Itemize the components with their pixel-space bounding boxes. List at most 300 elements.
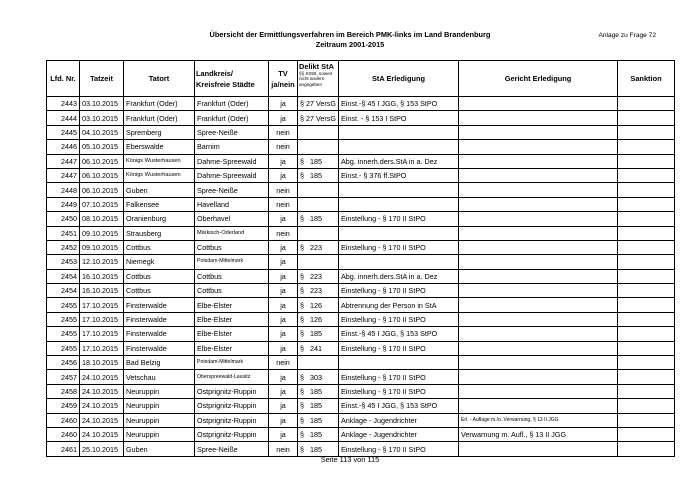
cell-district: Elbe-Elster xyxy=(195,327,269,341)
cell-nr: 2449 xyxy=(47,197,80,211)
cell-place: Neuruppin xyxy=(124,399,195,413)
page-number: Seite 113 von 115 xyxy=(320,455,380,464)
cell-delikt xyxy=(298,284,339,298)
cell-place: Frankfurt (Oder) xyxy=(124,111,195,125)
cell-sanktion xyxy=(618,341,675,355)
cell-date: 08.10.2015 xyxy=(80,212,124,226)
cell-district: Spree-Neiße xyxy=(195,442,269,456)
cell-delikt xyxy=(298,226,339,240)
cell-delikt-code: 223 xyxy=(310,271,322,281)
col-header-tatzeit: Tatzeit xyxy=(80,61,124,97)
cell-nr: 2447 xyxy=(47,154,80,168)
cell-delikt-code: 185 xyxy=(310,171,322,181)
cell-place: Bad Belzig xyxy=(124,356,195,370)
cell-delikt xyxy=(298,212,339,226)
cell-date: 06.10.2015 xyxy=(80,168,124,182)
table-row xyxy=(47,312,675,326)
cell-nr: 2458 xyxy=(47,384,80,398)
cell-sta xyxy=(339,197,459,211)
cell-delikt xyxy=(298,111,339,125)
cell-delikt-code: 185 xyxy=(310,214,322,224)
cell-delikt xyxy=(298,341,339,355)
cell-tv: ja xyxy=(269,97,298,111)
cell-gericht xyxy=(459,197,618,211)
cell-delikt-code: 185 xyxy=(310,430,322,440)
cell-tv: nein xyxy=(269,197,298,211)
col-header-landkreis-line2: Kreisfreie Städte xyxy=(196,79,255,89)
report-title-block xyxy=(0,30,700,49)
table-row xyxy=(47,168,675,182)
cell-district: Ostprignitz-Ruppin xyxy=(195,399,269,413)
cell-paragraph: § xyxy=(300,156,304,166)
cell-tv: ja xyxy=(269,212,298,226)
cell-paragraph: § xyxy=(300,271,304,281)
cell-tv: ja xyxy=(269,255,298,269)
cell-date: 12.10.2015 xyxy=(80,255,124,269)
cell-sta: Einstellung - § 170 II StPO xyxy=(339,312,459,326)
cell-nr: 2459 xyxy=(47,399,80,413)
cell-tv: ja xyxy=(269,384,298,398)
cell-date: 24.10.2015 xyxy=(80,384,124,398)
table-row xyxy=(47,341,675,355)
cell-district: Spree-Neiße xyxy=(195,125,269,139)
cell-sta xyxy=(339,140,459,154)
cell-place: Finsterwalde xyxy=(124,298,195,312)
cell-place: Falkensee xyxy=(124,197,195,211)
cell-gericht xyxy=(459,140,618,154)
cell-sanktion xyxy=(618,125,675,139)
cell-gericht xyxy=(459,240,618,254)
cell-sta: Anklage - Jugendrichter xyxy=(339,413,459,427)
cell-place: Neuruppin xyxy=(124,413,195,427)
cell-delikt-code: 27 VersG xyxy=(306,99,336,109)
cell-sta xyxy=(339,125,459,139)
cell-sanktion xyxy=(618,168,675,182)
col-header-landkreis-line1: Landkreis/ xyxy=(196,68,233,78)
table-row xyxy=(47,384,675,398)
cell-paragraph: § xyxy=(300,171,304,181)
cell-sanktion xyxy=(618,356,675,370)
cell-gericht xyxy=(459,183,618,197)
cell-nr: 2454 xyxy=(47,284,80,298)
cell-sta: Einstellung - § 170 II StPO xyxy=(339,341,459,355)
cell-tv: ja xyxy=(269,168,298,182)
report-title: Übersicht der Ermittlungsverfahren im Bereich PMK-links im Land Brandenburg xyxy=(209,30,491,39)
cell-tv: ja xyxy=(269,327,298,341)
cell-paragraph: § xyxy=(300,243,304,253)
col-header-delikt-sub3: angegeben xyxy=(299,81,322,87)
cell-tv: ja xyxy=(269,154,298,168)
cell-delikt-code: 223 xyxy=(310,243,322,253)
cell-tv: nein xyxy=(269,442,298,456)
cell-sanktion xyxy=(618,370,675,384)
cell-place: Strausberg xyxy=(124,226,195,240)
cell-paragraph: § xyxy=(300,387,304,396)
cell-gericht xyxy=(459,284,618,298)
cell-sanktion xyxy=(618,399,675,413)
cell-delikt-code: 126 xyxy=(310,315,322,325)
cell-date: 05.10.2015 xyxy=(80,140,124,154)
col-header-sanktion: Sanktion xyxy=(618,61,675,97)
cell-sanktion xyxy=(618,154,675,168)
col-header-landkreis xyxy=(195,61,269,97)
col-header-delikt-title: Delikt StA xyxy=(299,62,334,71)
cell-gericht xyxy=(459,97,618,111)
table-header-row xyxy=(47,61,675,97)
table-row xyxy=(47,399,675,413)
cell-district: Dahme-Spreewald xyxy=(195,168,269,182)
table-row xyxy=(47,212,675,226)
cell-gericht xyxy=(459,298,618,312)
cell-district: Elbe-Elster xyxy=(195,312,269,326)
annex-label: Anlage zu Frage 72 xyxy=(598,32,656,39)
cell-delikt xyxy=(298,240,339,254)
table-row xyxy=(47,240,675,254)
cell-tv: nein xyxy=(269,226,298,240)
cell-delikt-code: 185 xyxy=(310,444,322,454)
cell-gericht xyxy=(459,269,618,283)
cell-tv: ja xyxy=(269,427,298,441)
cell-sta: Abg. innerh.ders.StA in a. Dez xyxy=(339,154,459,168)
cell-place: Cottbus xyxy=(124,240,195,254)
cell-place: Spremberg xyxy=(124,125,195,139)
cell-place: Frankfurt (Oder) xyxy=(124,97,195,111)
cell-place: Königs Wusterhausen xyxy=(124,168,195,182)
cell-gericht xyxy=(459,341,618,355)
cell-tv: nein xyxy=(269,356,298,370)
cell-delikt xyxy=(298,312,339,326)
cell-place: Cottbus xyxy=(124,284,195,298)
cell-sta: Einst.-§ 45 I JGG, § 153 StPO xyxy=(339,327,459,341)
cell-nr: 2444 xyxy=(47,111,80,125)
cell-sta: Einst.-§ 45 I JGG, § 153 StPO xyxy=(339,399,459,413)
cell-sanktion xyxy=(618,212,675,226)
cell-date: 09.10.2015 xyxy=(80,226,124,240)
cell-gericht xyxy=(459,111,618,125)
cell-date: 17.10.2015 xyxy=(80,298,124,312)
cell-sanktion xyxy=(618,226,675,240)
cell-paragraph: § xyxy=(300,401,304,411)
cell-district: Frankfurt (Oder) xyxy=(195,97,269,111)
cell-sanktion xyxy=(618,298,675,312)
cell-gericht xyxy=(459,399,618,413)
cell-gericht xyxy=(459,154,618,168)
cell-delikt xyxy=(298,413,339,427)
cell-delikt-code: 185 xyxy=(310,329,322,339)
cell-date: 18.10.2015 xyxy=(80,356,124,370)
table-row xyxy=(47,356,675,370)
cell-sta xyxy=(339,255,459,269)
cell-nr: 2450 xyxy=(47,212,80,226)
cell-tv: ja xyxy=(269,413,298,427)
table-row xyxy=(47,97,675,111)
cell-delikt xyxy=(298,384,339,398)
cell-district: Märkisch-Oderland xyxy=(195,226,269,240)
cell-delikt xyxy=(298,399,339,413)
cell-paragraph: § xyxy=(300,214,304,224)
cell-delikt-code: 27 VersG xyxy=(306,113,336,123)
cell-district: Cottbus xyxy=(195,284,269,298)
cell-place: Finsterwalde xyxy=(124,312,195,326)
cell-sta xyxy=(339,183,459,197)
cell-delikt-code: 185 xyxy=(310,387,322,396)
cell-district: Ostprignitz-Ruppin xyxy=(195,384,269,398)
cell-gericht xyxy=(459,327,618,341)
cell-gericht: Verwarnung m. Aufl., § 13 II JGG xyxy=(459,427,618,441)
cell-gericht xyxy=(459,356,618,370)
cell-nr: 2455 xyxy=(47,327,80,341)
cell-district: Frankfurt (Oder) xyxy=(195,111,269,125)
table-row xyxy=(47,284,675,298)
cell-delikt xyxy=(298,140,339,154)
cell-tv: nein xyxy=(269,125,298,139)
table-row xyxy=(47,140,675,154)
cell-paragraph: § xyxy=(300,300,304,310)
cell-sanktion xyxy=(618,384,675,398)
cell-tv: ja xyxy=(269,312,298,326)
cell-nr: 2457 xyxy=(47,370,80,384)
cell-date: 24.10.2015 xyxy=(80,399,124,413)
cell-gericht: Erl. - Auflage m./o. Verwarnung, § 13 II JGG xyxy=(459,413,618,427)
cell-gericht xyxy=(459,226,618,240)
cell-place: Finsterwalde xyxy=(124,341,195,355)
cell-district: Barnim xyxy=(195,140,269,154)
cell-delikt xyxy=(298,154,339,168)
cell-delikt-code: 223 xyxy=(310,286,322,296)
col-header-tv-line1: TV xyxy=(278,68,288,78)
cell-paragraph: § xyxy=(300,329,304,339)
cell-delikt-code: 185 xyxy=(310,156,322,166)
cell-delikt xyxy=(298,370,339,384)
cell-sanktion xyxy=(618,240,675,254)
cell-nr: 2460 xyxy=(47,413,80,427)
col-header-sta: StA Erledigung xyxy=(339,61,459,97)
col-header-gericht: Gericht Erledigung xyxy=(459,61,618,97)
cell-sanktion xyxy=(618,269,675,283)
cell-sanktion xyxy=(618,197,675,211)
cell-district: Spree-Neiße xyxy=(195,183,269,197)
cell-district: Cottbus xyxy=(195,269,269,283)
cell-sta xyxy=(339,226,459,240)
cell-sta: Einstellung - § 170 II StPO xyxy=(339,384,459,398)
cell-district: Havelland xyxy=(195,197,269,211)
cell-tv: nein xyxy=(269,140,298,154)
cell-tv: ja xyxy=(269,240,298,254)
cell-sanktion xyxy=(618,413,675,427)
cell-date: 24.10.2015 xyxy=(80,413,124,427)
table-row xyxy=(47,197,675,211)
cell-tv: ja xyxy=(269,399,298,413)
table-row xyxy=(47,255,675,269)
cell-tv: ja xyxy=(269,298,298,312)
cell-nr: 2454 xyxy=(47,269,80,283)
cell-sanktion xyxy=(618,427,675,441)
cell-sta: Einst.-§ 45 I JGG, § 153 StPO xyxy=(339,97,459,111)
cell-sta: Einst.- § 376 ff.StPO xyxy=(339,168,459,182)
cell-tv: nein xyxy=(269,183,298,197)
cell-date: 06.10.2015 xyxy=(80,154,124,168)
cell-district: Ostprignitz-Ruppin xyxy=(195,427,269,441)
cell-place: Eberswalde xyxy=(124,140,195,154)
cell-delikt xyxy=(298,427,339,441)
cell-sanktion xyxy=(618,183,675,197)
cell-nr: 2443 xyxy=(47,97,80,111)
cell-sanktion xyxy=(618,284,675,298)
cell-sta: Anklage - Jugendrichter xyxy=(339,427,459,441)
cell-paragraph: § xyxy=(300,343,304,353)
report-period: Zeitraum 2001-2015 xyxy=(315,39,385,49)
cell-sanktion xyxy=(618,327,675,341)
cell-gericht xyxy=(459,255,618,269)
cell-date: 25.10.2015 xyxy=(80,442,124,456)
cell-date: 16.10.2015 xyxy=(80,269,124,283)
cell-delikt xyxy=(298,269,339,283)
cell-place: Guben xyxy=(124,442,195,456)
cell-nr: 2455 xyxy=(47,341,80,355)
cell-delikt xyxy=(298,356,339,370)
cell-date: 24.10.2015 xyxy=(80,427,124,441)
cell-place: Neuruppin xyxy=(124,384,195,398)
cell-delikt-code: 185 xyxy=(310,401,322,411)
cell-date: 24.10.2015 xyxy=(80,370,124,384)
cell-date: 04.10.2015 xyxy=(80,125,124,139)
col-header-delikt-sub1: §§ StGB, soweit xyxy=(299,71,332,76)
table-row xyxy=(47,111,675,125)
cell-place: Niemegk xyxy=(124,255,195,269)
cell-district: Oberhavel xyxy=(195,212,269,226)
cell-district: Potsdam-Mittelmark xyxy=(195,255,269,269)
cell-date: 17.10.2015 xyxy=(80,327,124,341)
cell-tv: ja xyxy=(269,341,298,355)
table-row xyxy=(47,413,675,427)
table-row xyxy=(47,226,675,240)
cell-sanktion xyxy=(618,140,675,154)
cell-nr: 2455 xyxy=(47,298,80,312)
cell-date: 03.10.2015 xyxy=(80,97,124,111)
cell-sanktion xyxy=(618,255,675,269)
cell-gericht xyxy=(459,370,618,384)
cell-sta: Einstellung - § 170 II StPO xyxy=(339,240,459,254)
table-row xyxy=(47,154,675,168)
cell-paragraph: § xyxy=(300,430,304,440)
cell-gericht xyxy=(459,168,618,182)
cell-paragraph: § xyxy=(300,315,304,325)
table-row xyxy=(47,125,675,139)
cell-tv: ja xyxy=(269,370,298,384)
cell-nr: 2453 xyxy=(47,255,80,269)
cell-nr: 2445 xyxy=(47,125,80,139)
cell-date: 17.10.2015 xyxy=(80,341,124,355)
cell-sta: Einstellung - § 170 II StPO xyxy=(339,284,459,298)
cell-sanktion xyxy=(618,312,675,326)
cell-place: Oranienburg xyxy=(124,212,195,226)
cell-nr: 2456 xyxy=(47,356,80,370)
cell-sanktion xyxy=(618,97,675,111)
cell-delikt-code: 185 xyxy=(310,415,322,425)
cell-paragraph: § xyxy=(300,415,304,425)
cell-delikt-code: 241 xyxy=(310,343,322,353)
col-header-lfd-nr: Lfd. Nr. xyxy=(47,61,80,97)
table-row xyxy=(47,269,675,283)
cell-sta: Einstellung - § 170 II StPO xyxy=(339,370,459,384)
cell-date: 06.10.2015 xyxy=(80,183,124,197)
col-header-tatort: Tatort xyxy=(124,61,195,97)
cell-sta: Einst. - § 153 I StPO xyxy=(339,111,459,125)
table-row xyxy=(47,427,675,441)
cell-sta: Einstellung - § 170 II StPO xyxy=(339,442,459,456)
proceedings-table xyxy=(46,60,675,457)
cell-delikt xyxy=(298,125,339,139)
cell-place: Neuruppin xyxy=(124,427,195,441)
cell-district: Oberspreewald-Lausitz xyxy=(195,370,269,384)
cell-place: Guben xyxy=(124,183,195,197)
cell-sanktion xyxy=(618,111,675,125)
cell-place: Finsterwalde xyxy=(124,327,195,341)
cell-date: 09.10.2015 xyxy=(80,240,124,254)
cell-district: Elbe-Elster xyxy=(195,341,269,355)
cell-tv: ja xyxy=(269,111,298,125)
cell-place: Königs Wusterhausen xyxy=(124,154,195,168)
cell-gericht xyxy=(459,125,618,139)
cell-nr: 2452 xyxy=(47,240,80,254)
cell-delikt-code: 126 xyxy=(310,300,322,310)
table-row xyxy=(47,298,675,312)
col-header-delikt-sub2: nicht anders xyxy=(299,76,325,82)
cell-paragraph: § xyxy=(300,113,304,123)
cell-paragraph: § xyxy=(300,286,304,296)
cell-delikt xyxy=(298,255,339,269)
cell-nr: 2461 xyxy=(47,442,80,456)
cell-delikt xyxy=(298,183,339,197)
table-row xyxy=(47,183,675,197)
cell-delikt xyxy=(298,327,339,341)
cell-gericht xyxy=(459,312,618,326)
cell-district: Cottbus xyxy=(195,240,269,254)
cell-nr: 2447 xyxy=(47,168,80,182)
cell-nr: 2455 xyxy=(47,312,80,326)
cell-delikt xyxy=(298,97,339,111)
cell-delikt xyxy=(298,197,339,211)
cell-delikt-code: 303 xyxy=(310,372,322,382)
cell-sta: Abtrennung der Person in StA xyxy=(339,298,459,312)
cell-sta: Einstellung - § 170 II StPO xyxy=(339,212,459,226)
cell-paragraph: § xyxy=(300,444,304,454)
cell-district: Ostprignitz-Ruppin xyxy=(195,413,269,427)
cell-sta: Abg. innerh.ders.StA in a. Dez xyxy=(339,269,459,283)
cell-place: Cottbus xyxy=(124,269,195,283)
cell-date: 07.10.2015 xyxy=(80,197,124,211)
cell-paragraph: § xyxy=(300,99,304,109)
cell-gericht xyxy=(459,384,618,398)
cell-district: Potsdam-Mittelmark xyxy=(195,356,269,370)
cell-tv: ja xyxy=(269,284,298,298)
table-row xyxy=(47,327,675,341)
cell-paragraph: § xyxy=(300,372,304,382)
cell-delikt xyxy=(298,298,339,312)
cell-nr: 2446 xyxy=(47,140,80,154)
cell-tv: ja xyxy=(269,269,298,283)
cell-sta xyxy=(339,356,459,370)
col-header-tv-line2: ja/nein xyxy=(271,79,295,89)
cell-date: 03.10.2015 xyxy=(80,111,124,125)
col-header-delikt xyxy=(298,61,339,97)
cell-district: Elbe-Elster xyxy=(195,298,269,312)
cell-gericht xyxy=(459,212,618,226)
cell-nr: 2451 xyxy=(47,226,80,240)
cell-nr: 2448 xyxy=(47,183,80,197)
cell-nr: 2460 xyxy=(47,427,80,441)
cell-district: Dahme-Spreewald xyxy=(195,154,269,168)
